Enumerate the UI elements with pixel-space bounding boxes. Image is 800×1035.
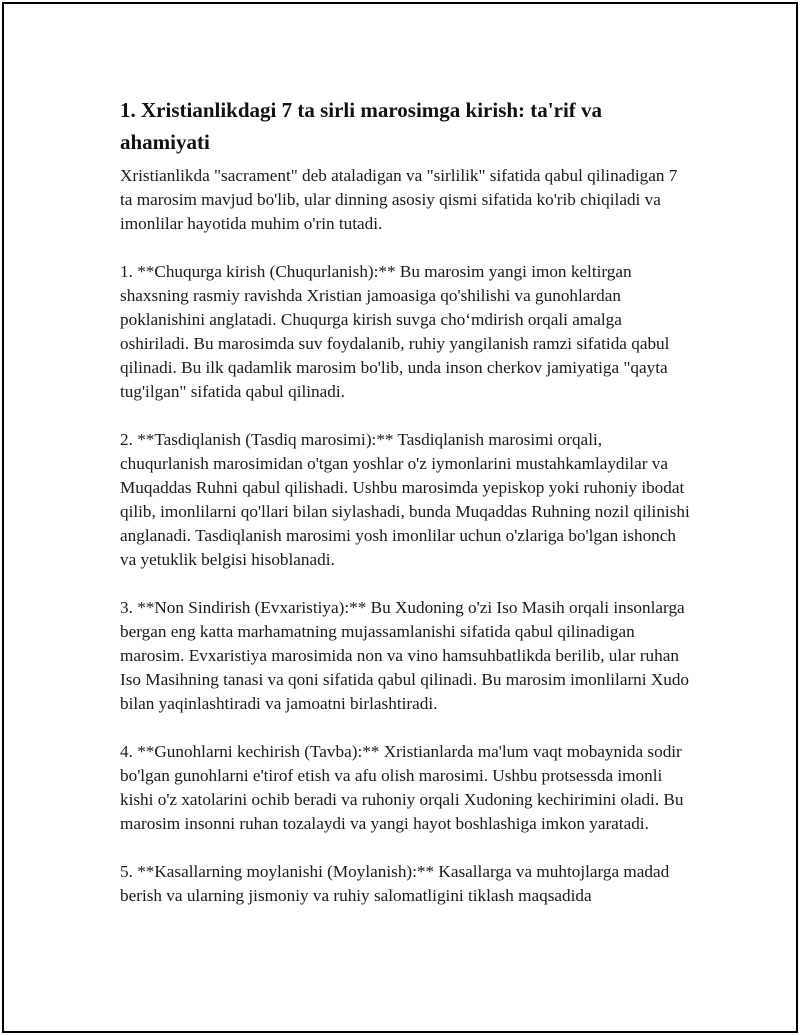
paragraph-penance: 4. **Gunohlarni kechirish (Tavba):** Xristianlarda ma'lum vaqt mobaynida sodir bo'lgan gunohlarni e'tirof etish va afu olish marosimi. Ushbu protsessda imonli kishi o'z xatolarini ochib beradi va ruhoniy orqali Xudoning kechirimini oladi. Bu marosim insonni ruhan tozalaydi va yangi hayot boshlashiga imkon yaratadi. [120,742,684,833]
paragraph-eucharist: 3. **Non Sindirish (Evxaristiya):** Bu Xudoning o'zi Iso Masih orqali insonlarga bergan eng katta marhamatning mujassamlanishi sifatida qabul qilinadigan marosim. Evxaristiya marosimida non va vino hamsuhbatlikda berilib, ular ruhan Iso Masihning tanasi va qoni sifatida qabul qilinadi. Bu marosim imonlilarni Xudo bilan yaqinlashtiradi va jamoatni birlashtiradi. [120,598,690,713]
paragraph-confirmation: 2. **Tasdiqlanish (Tasdiq marosimi):** Tasdiqlanish marosimi orqali, chuqurlanish marosimidan o'tgan yoshlar o'z iymonlarini mustahkamlaydilar va Muqaddas Ruhni qabul qilishadi. Ushbu marosimda yepiskop yoki ruhoniy ibodat qilib, imonlilarni qo'llari bilan siylashadi, bunda Muqaddas Ruhning nozil qilinishi anglanadi. Tasdiqlanish marosimi yosh imonlilar uchun o'zlariga bo'lgan ishonch va yetuklik belgisi hisoblanadi. [120,430,690,569]
paragraph-baptism: 1. **Chuqurga kirish (Chuqurlanish):** Bu marosim yangi imon keltirgan shaxsning rasmiy ravishda Xristian jamoasiga qo'shilishi va gunohlardan poklanishini anglatadi. Chuqurga kirish suvga cho‘mdirish orqali amalga oshiriladi. Bu marosimda suv foydalanib, ruhiy yangilanish ramzi sifatida qabul qilinadi. Bu ilk qadamlik marosim bo'lib, unda inson cherkov jamiyatiga "qayta tug'ilgan" sifatida qabul qilinadi. [120,262,670,401]
page-frame [2,2,798,1033]
document-body [120,94,692,932]
intro-paragraph: Xristianlikda "sacrament" deb ataladigan va "sirlilik" sifatida qabul qilinadigan 7 ta marosim mavjud bo'lib, ular dinning asosiy qismi sifatida ko'rib chiqiladi va imonlilar hayotida muhim o'rin tutadi. [120,166,678,233]
paragraph-anointing: 5. **Kasallarning moylanishi (Moylanish):** Kasallarga va muhtojlarga madad berish va ularning jismoniy va ruhiy salomatligini tiklash maqsadida [120,862,670,905]
document-title: 1. Xristianlikdagi 7 ta sirli marosimga kirish: ta'rif va ahamiyati [120,98,603,154]
